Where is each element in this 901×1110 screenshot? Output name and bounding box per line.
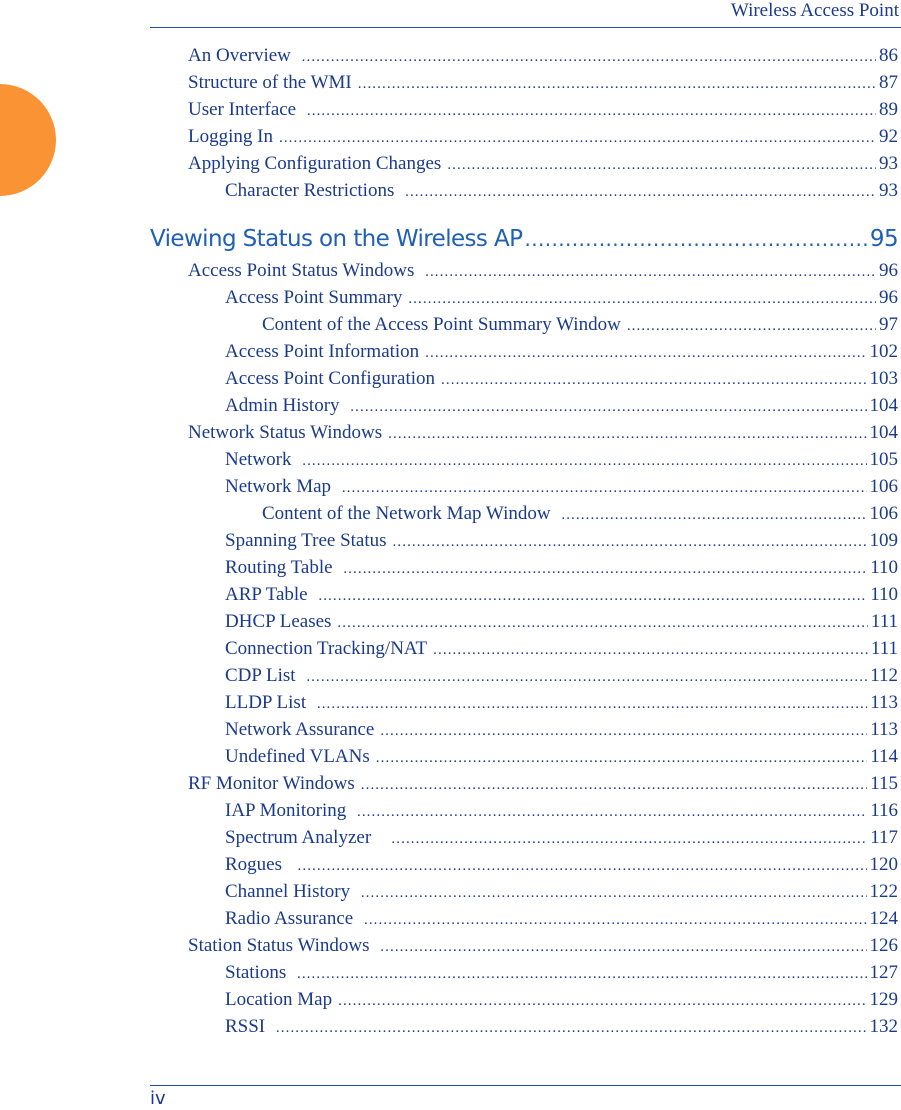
toc-entry-label: Channel History bbox=[225, 881, 355, 902]
toc-entry-an-overview[interactable] bbox=[188, 44, 898, 68]
toc-page-number: 132 bbox=[869, 1016, 898, 1037]
toc-entry-label: Connection Tracking/NAT bbox=[225, 638, 428, 659]
toc-page-number: 111 bbox=[870, 611, 898, 632]
dot-leader bbox=[338, 989, 866, 1013]
toc-entry-label: DHCP Leases bbox=[225, 611, 332, 632]
toc-entry-stations[interactable] bbox=[225, 961, 898, 985]
dot-leader bbox=[405, 180, 876, 204]
toc-entry-label: IAP Monitoring bbox=[225, 800, 351, 821]
toc-entry-label: Spanning Tree Status bbox=[225, 530, 387, 551]
dot-leader bbox=[306, 665, 867, 689]
dot-leader bbox=[302, 449, 866, 473]
dot-leader bbox=[317, 692, 867, 716]
toc-page-number: 113 bbox=[870, 692, 898, 713]
footer-rule bbox=[150, 1085, 901, 1086]
toc-entry-content-of-network-map-window[interactable] bbox=[262, 502, 898, 526]
toc-entry-lldp-list[interactable] bbox=[225, 691, 898, 715]
dot-leader bbox=[307, 99, 876, 123]
toc-page-number: 87 bbox=[879, 72, 898, 93]
dot-leader bbox=[388, 422, 866, 446]
toc-entry-label: RF Monitor Windows bbox=[188, 773, 355, 794]
toc-entry-label: Logging In bbox=[188, 126, 273, 147]
toc-page-number: 116 bbox=[870, 800, 898, 821]
toc-entry-label: Admin History bbox=[225, 395, 345, 416]
toc-page-number: 95 bbox=[869, 226, 898, 252]
toc-entry-spanning-tree-status[interactable] bbox=[225, 529, 898, 553]
toc-entry-dhcp-leases[interactable] bbox=[225, 610, 898, 634]
dot-leader bbox=[627, 314, 876, 338]
dot-leader bbox=[408, 287, 876, 311]
dot-leader bbox=[343, 557, 867, 581]
dot-leader bbox=[302, 45, 876, 69]
dot-leader bbox=[297, 962, 867, 986]
dot-leader bbox=[337, 611, 867, 635]
toc-page-number: 115 bbox=[870, 773, 898, 794]
toc-entry-label: Network Status Windows bbox=[188, 422, 383, 443]
dot-leader bbox=[380, 719, 867, 743]
toc-entry-label: Access Point Summary bbox=[225, 287, 403, 308]
toc-entry-label: Radio Assurance bbox=[225, 908, 358, 929]
toc-page-number: 122 bbox=[869, 881, 898, 902]
running-header-title: Wireless Access Point bbox=[730, 0, 899, 21]
toc-entry-station-status-windows[interactable] bbox=[188, 934, 898, 958]
toc-entry-rogues[interactable] bbox=[225, 853, 898, 877]
dot-leader bbox=[358, 72, 876, 96]
toc-page-number: 110 bbox=[870, 584, 898, 605]
toc-page-number: 89 bbox=[879, 99, 898, 120]
toc-entry-network[interactable] bbox=[225, 448, 898, 472]
toc-page-number: 105 bbox=[869, 449, 898, 470]
toc-entry-iap-monitoring[interactable] bbox=[225, 799, 898, 823]
toc-entry-location-map[interactable] bbox=[225, 988, 898, 1012]
toc-entry-radio-assurance[interactable] bbox=[225, 907, 898, 931]
toc-page-number: 92 bbox=[879, 126, 898, 147]
toc-entry-label: Location Map bbox=[225, 989, 333, 1010]
toc-page-number: 86 bbox=[879, 45, 898, 66]
dot-leader bbox=[342, 476, 867, 500]
toc-entry-label: Content of the Network Map Window bbox=[262, 503, 556, 524]
dot-leader bbox=[298, 854, 867, 878]
toc-page-number: 109 bbox=[869, 530, 898, 551]
toc-page-number: 104 bbox=[869, 422, 898, 443]
dot-leader bbox=[350, 395, 866, 419]
dot-leader bbox=[561, 503, 866, 527]
dot-leader bbox=[376, 746, 867, 770]
toc-page-number: 114 bbox=[870, 746, 898, 767]
toc-entry-label: Routing Table bbox=[225, 557, 338, 578]
toc-entry-label: Undefined VLANs bbox=[225, 746, 370, 767]
toc-page-number: 113 bbox=[870, 719, 898, 740]
toc-entry-undefined-vlans[interactable] bbox=[225, 745, 898, 769]
toc-page-number: 127 bbox=[869, 962, 898, 983]
toc-entry-rf-monitor-windows[interactable] bbox=[188, 772, 898, 796]
dot-leader bbox=[361, 773, 867, 797]
toc-entry-label: Access Point Status Windows bbox=[188, 260, 420, 281]
toc-entry-access-point-information[interactable] bbox=[225, 340, 898, 364]
toc-page-number: 97 bbox=[879, 314, 898, 335]
toc-entry-label: Network Map bbox=[225, 476, 336, 497]
toc-entry-label: CDP List bbox=[225, 665, 301, 686]
toc-entry-connection-tracking-nat[interactable] bbox=[225, 637, 898, 661]
dot-leader bbox=[433, 638, 868, 662]
toc-entry-label: RSSI bbox=[225, 1016, 270, 1037]
chapter-tab-marker bbox=[0, 84, 56, 196]
toc-page-number: 104 bbox=[869, 395, 898, 416]
toc-entry-cdp-list[interactable] bbox=[225, 664, 898, 688]
toc-entry-spectrum-analyzer[interactable] bbox=[225, 826, 898, 850]
dot-leader bbox=[447, 153, 876, 177]
toc-entry-network-map[interactable] bbox=[225, 475, 898, 499]
toc-page-number: 103 bbox=[869, 368, 898, 389]
toc-entry-channel-history[interactable] bbox=[225, 880, 898, 904]
toc-entry-content-of-access-point-summary-window[interactable] bbox=[262, 313, 898, 337]
toc-page-number: 117 bbox=[870, 827, 898, 848]
toc-entry-label: Spectrum Analyzer bbox=[225, 827, 386, 848]
toc-entry-rssi[interactable] bbox=[225, 1015, 898, 1039]
toc-entry-label: Network bbox=[225, 449, 297, 470]
toc-entry-network-assurance[interactable] bbox=[225, 718, 898, 742]
toc-page-number: 106 bbox=[869, 476, 898, 497]
toc-entry-label: An Overview bbox=[188, 45, 296, 66]
toc-entry-label: Structure of the WMI bbox=[188, 72, 352, 93]
toc-page-number: 96 bbox=[879, 287, 898, 308]
toc-entry-label: Network Assurance bbox=[225, 719, 375, 740]
dot-leader bbox=[441, 368, 866, 392]
toc-page-number: 111 bbox=[870, 638, 898, 659]
toc-entry-character-restrictions[interactable] bbox=[225, 179, 898, 203]
toc-page-number: 96 bbox=[879, 260, 898, 281]
dot-leader bbox=[380, 935, 866, 959]
toc-entry-label: Stations bbox=[225, 962, 291, 983]
toc-entry-admin-history[interactable] bbox=[225, 394, 898, 418]
toc-entry-applying-configuration-changes[interactable] bbox=[188, 152, 898, 176]
toc-page-number: 120 bbox=[869, 854, 898, 875]
dot-leader bbox=[357, 800, 867, 824]
toc-entry-label: Applying Configuration Changes bbox=[188, 153, 442, 174]
toc-entry-label: Access Point Configuration bbox=[225, 368, 436, 389]
toc-chapter-viewing-status[interactable] bbox=[150, 224, 898, 254]
header-rule bbox=[150, 27, 901, 28]
dot-leader bbox=[393, 530, 867, 554]
toc-entry-access-point-configuration[interactable] bbox=[225, 367, 898, 391]
dot-leader bbox=[425, 260, 876, 284]
dot-leader bbox=[391, 827, 867, 851]
toc-page-number: 126 bbox=[869, 935, 898, 956]
toc-entry-label: Rogues bbox=[225, 854, 292, 875]
page-folio: iv bbox=[150, 1088, 166, 1109]
toc-entry-label: User Interface bbox=[188, 99, 301, 120]
dot-leader bbox=[364, 908, 867, 932]
toc-entry-label: ARP Table bbox=[225, 584, 313, 605]
toc-page-number: 129 bbox=[869, 989, 898, 1010]
toc-page-number: 112 bbox=[870, 665, 898, 686]
toc-chapter-title: Viewing Status on the Wireless AP bbox=[150, 226, 523, 252]
toc-entry-access-point-status-windows[interactable] bbox=[188, 259, 898, 283]
toc-entry-user-interface[interactable] bbox=[188, 98, 898, 122]
toc-entry-structure-of-the-wmi[interactable] bbox=[188, 71, 898, 95]
toc-page-number: 93 bbox=[879, 153, 898, 174]
dot-leader bbox=[279, 126, 876, 150]
toc-entry-label: Character Restrictions bbox=[225, 180, 400, 201]
dot-leader bbox=[276, 1016, 867, 1040]
toc-entry-access-point-summary[interactable] bbox=[225, 286, 898, 310]
toc-page-number: 106 bbox=[869, 503, 898, 524]
toc-entry-network-status-windows[interactable] bbox=[188, 421, 898, 445]
dot-leader bbox=[318, 584, 867, 608]
dot-leader bbox=[524, 224, 867, 254]
toc-entry-routing-table[interactable] bbox=[225, 556, 898, 580]
toc-entry-label: Station Status Windows bbox=[188, 935, 375, 956]
toc-page-number: 102 bbox=[869, 341, 898, 362]
toc-entry-logging-in[interactable] bbox=[188, 125, 898, 149]
toc-page-number: 110 bbox=[870, 557, 898, 578]
toc-page-number: 124 bbox=[869, 908, 898, 929]
toc-entry-label: LLDP List bbox=[225, 692, 311, 713]
dot-leader bbox=[361, 881, 867, 905]
toc-entry-label: Content of the Access Point Summary Window bbox=[262, 314, 621, 335]
dot-leader bbox=[425, 341, 866, 365]
toc-page-number: 93 bbox=[879, 180, 898, 201]
toc-entry-label: Access Point Information bbox=[225, 341, 420, 362]
toc-entry-arp-table[interactable] bbox=[225, 583, 898, 607]
